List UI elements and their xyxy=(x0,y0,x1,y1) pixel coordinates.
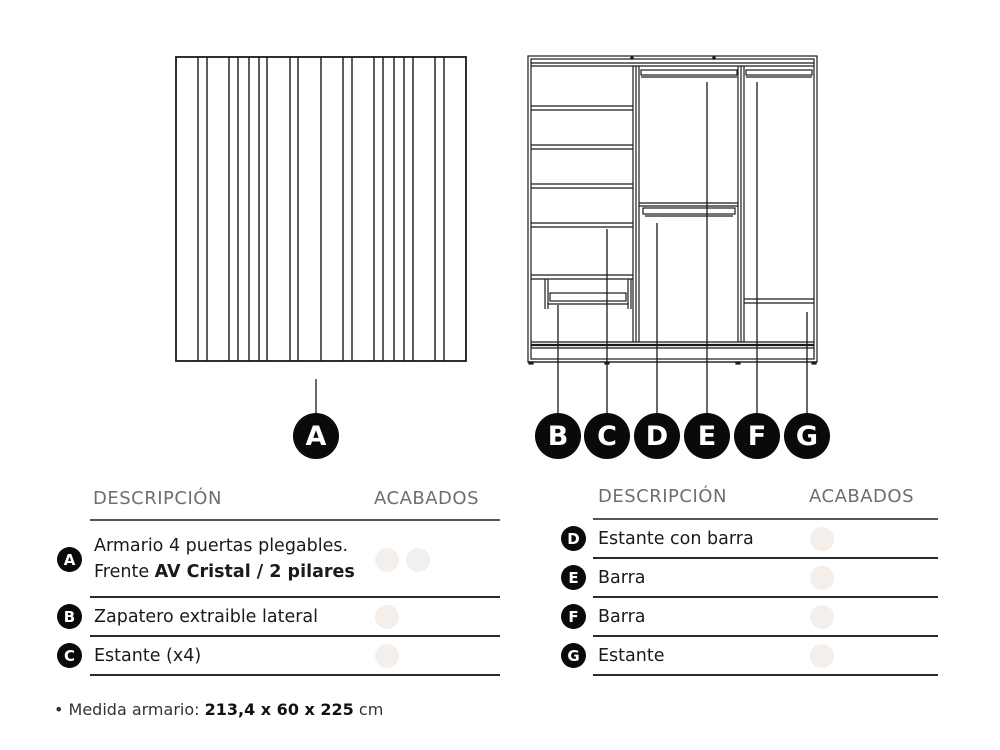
row-divider xyxy=(593,674,938,676)
row-badge-g: G xyxy=(561,643,586,668)
callout-badge-d: D xyxy=(634,413,680,459)
row-divider xyxy=(593,557,938,559)
row-b-description: Zapatero extraible lateral xyxy=(94,607,319,627)
bullet: • xyxy=(54,700,64,719)
callout-badge-b: B xyxy=(535,413,581,459)
row-e-description: Barra xyxy=(598,568,646,588)
left-header-finishes: ACABADOS xyxy=(374,488,479,509)
row-divider xyxy=(90,596,500,598)
row-a-description-line1: Armario 4 puertas plegables. xyxy=(94,536,349,556)
right-header-divider xyxy=(593,518,938,520)
callout-badge-a: A xyxy=(293,413,339,459)
row-badge-f: F xyxy=(561,604,586,629)
finish-swatch-f1[interactable] xyxy=(810,605,834,629)
row-f-description: Barra xyxy=(598,607,646,627)
row-g-description: Estante xyxy=(598,646,665,666)
left-header-divider xyxy=(90,519,500,521)
finish-swatch-d1[interactable] xyxy=(810,527,834,551)
dimensions-unit: cm xyxy=(353,700,384,719)
wardrobe-interior-view xyxy=(528,56,817,364)
row-badge-b: B xyxy=(57,604,82,629)
row-divider xyxy=(593,596,938,598)
finish-swatch-a2[interactable] xyxy=(406,548,430,572)
callout-badge-f: F xyxy=(734,413,780,459)
row-badge-a: A xyxy=(57,547,82,572)
dimensions-footnote xyxy=(54,700,383,719)
wardrobe-front-view xyxy=(176,57,466,361)
row-badge-c: C xyxy=(57,643,82,668)
dimensions-label: Medida armario: xyxy=(68,700,205,719)
callout-leaders xyxy=(558,82,807,418)
row-c-description: Estante (x4) xyxy=(94,646,202,666)
left-header-description: DESCRIPCIÓN xyxy=(93,488,222,509)
finish-swatch-e1[interactable] xyxy=(810,566,834,590)
row-divider xyxy=(90,635,500,637)
row-divider xyxy=(593,635,938,637)
row-badge-e: E xyxy=(561,565,586,590)
right-header-description: DESCRIPCIÓN xyxy=(598,486,727,507)
finish-swatch-b1[interactable] xyxy=(375,605,399,629)
finish-swatch-c1[interactable] xyxy=(375,644,399,668)
row-divider xyxy=(90,674,500,676)
row-d-description: Estante con barra xyxy=(598,529,754,549)
callout-badge-e: E xyxy=(684,413,730,459)
row-badge-d: D xyxy=(561,526,586,551)
callout-badge-c: C xyxy=(584,413,630,459)
right-header-finishes: ACABADOS xyxy=(809,486,914,507)
row-a-description-line2: Frente AV Cristal / 2 pilares xyxy=(94,562,355,582)
finish-swatch-a1[interactable] xyxy=(375,548,399,572)
dimensions-value: 213,4 x 60 x 225 xyxy=(204,700,354,719)
finish-swatch-g1[interactable] xyxy=(810,644,834,668)
callout-badge-g: G xyxy=(784,413,830,459)
